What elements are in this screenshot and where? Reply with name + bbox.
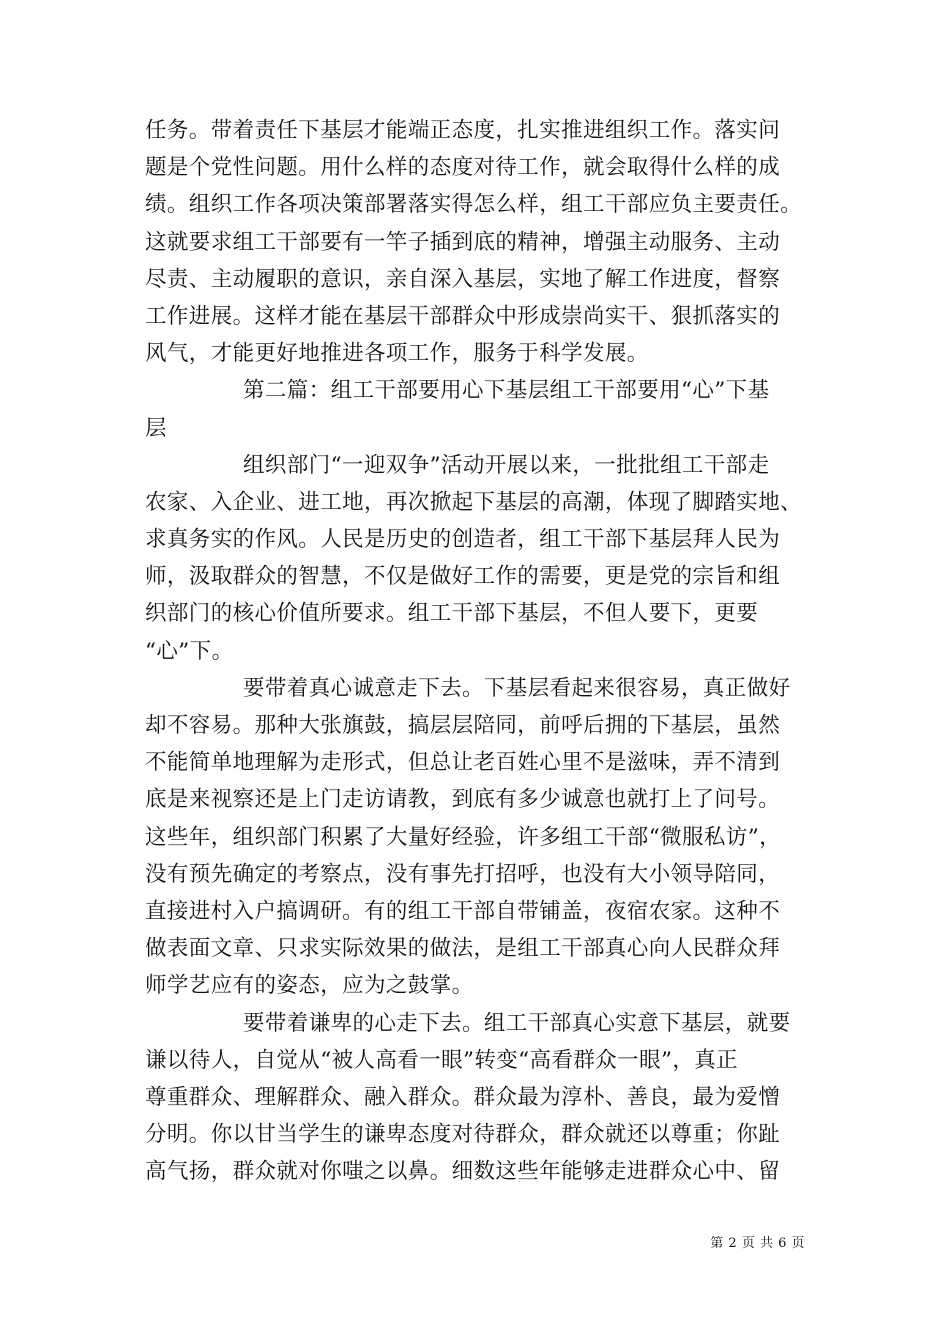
text-line: 不能简单地理解为走形式，但总让老百姓心里不是滋味，弄不清到 — [145, 750, 781, 776]
text-line: 工作进展。这样才能在基层干部群众中形成崇尚实干、狠抓落实的 — [145, 303, 781, 329]
text-line: 任务。带着责任下基层才能端正态度，扎实推进组织工作。落实问 — [145, 118, 781, 143]
page-number-footer: 第 2 页 共 6 页 — [710, 1236, 805, 1251]
body-text — [145, 112, 807, 1190]
text-line: 要带着谦卑的心走下去。组工干部真心实意下基层，就要 — [243, 1010, 791, 1036]
text-line: 这就要求组工干部要有一竿子插到底的精神，增强主动服务、主动 — [145, 229, 781, 255]
text-line: 师学艺应有的姿态，应为之鼓掌。 — [145, 973, 474, 999]
text-line: 组织部门“一迎双争”活动开展以来，一批批组工干部走 — [243, 452, 770, 478]
section-heading: 第二篇：组工干部要用心下基层组工干部要用“心”下基 — [243, 378, 770, 404]
text-line: 做表面文章、只求实际效果的做法，是组工干部真心向人民群众拜 — [145, 936, 781, 962]
text-line: 尊重群众、理解群众、融入群众。群众最为淳朴、善良，最为爱憎 — [145, 1084, 781, 1110]
text-line: 风气，才能更好地推进各项工作，服务于科学发展。 — [145, 341, 649, 367]
text-line: 谦以待人，自觉从“被人高看一眼”转变“高看群众一眼”，真正 — [145, 1047, 739, 1073]
text-line: 高气扬，群众就对你嗤之以鼻。细数这些年能够走进群众心中、留 — [145, 1159, 781, 1185]
text-line: 题是个党性问题。用什么样的态度对待工作，就会取得什么样的成 — [145, 155, 781, 181]
text-line: 尽责、主动履职的意识，亲自深入基层，实地了解工作进度，督察 — [145, 266, 781, 292]
text-line: 却不容易。那种大张旗鼓，搞层层陪同，前呼后拥的下基层，虽然 — [145, 713, 781, 738]
text-line: 师，汲取群众的智慧，不仅是做好工作的需要，更是党的宗旨和组 — [145, 564, 781, 590]
text-line: 这些年，组织部门积累了大量好经验，许多组工干部“微服私访”， — [145, 824, 781, 850]
text-line: 要带着真心诚意走下去。下基层看起来很容易，真正做好 — [243, 675, 791, 701]
text-line: 织部门的核心价值所要求。组工干部下基层，不但人要下，更要 — [145, 601, 759, 627]
text-line: 直接进村入户搞调研。有的组工干部自带铺盖，夜宿农家。这种不 — [145, 898, 781, 924]
text-line: 绩。组织工作各项决策部署落实得怎么样，组工干部应负主要责任。 — [145, 192, 803, 218]
section-heading-continued: 层 — [145, 415, 167, 441]
text-line: “心”下。 — [145, 638, 234, 664]
text-line: 求真务实的作风。人民是历史的创造者，组工干部下基层拜人民为 — [145, 527, 781, 553]
text-line: 农家、入企业、进工地，再次掀起下基层的高潮，体现了脚踏实地、 — [145, 489, 803, 515]
text-line: 没有预先确定的考察点，没有事先打招呼，也没有大小领导陪同， — [145, 861, 781, 887]
text-line: 分明。你以甘当学生的谦卑态度对待群众，群众就还以尊重；你趾 — [145, 1122, 781, 1148]
text-line: 底是来视察还是上门走访请教，到底有多少诚意也就打上了问号。 — [145, 787, 781, 813]
